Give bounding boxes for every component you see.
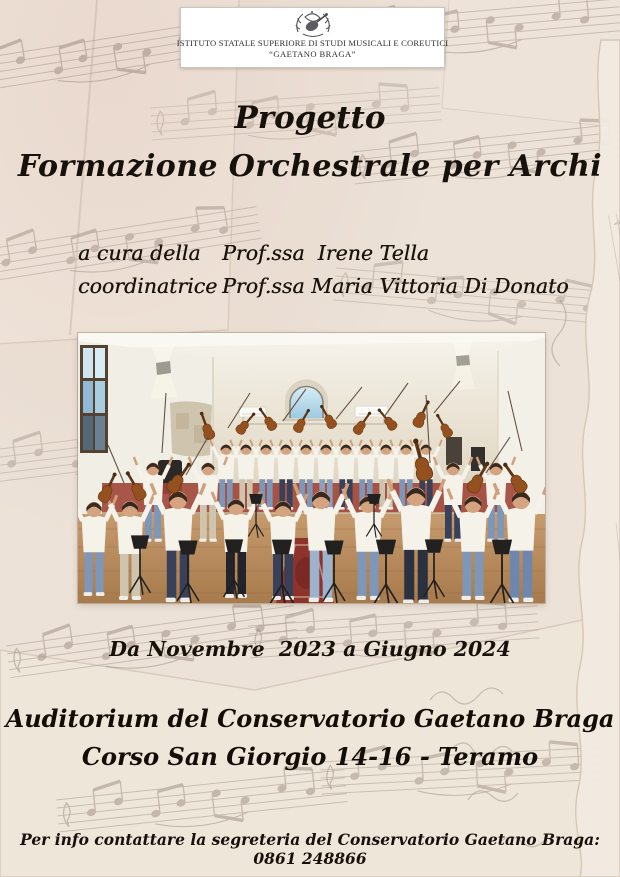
- credits-block: [78, 237, 569, 303]
- period-text: Da Novembre 2023 a Giugno 2024: [109, 637, 511, 661]
- credit-row: [78, 270, 569, 303]
- credit-value: Prof.ssa Irene Tella: [222, 241, 430, 265]
- credit-label: a cura della: [78, 241, 201, 265]
- title-line2: Formazione Orchestrale per Archi: [17, 148, 603, 184]
- title-line1: Progetto: [234, 100, 386, 136]
- photo-window-left: [80, 345, 108, 453]
- poster-title: [0, 101, 620, 184]
- venue-line2: Corso San Giorgio 14-16 - Teramo: [81, 741, 539, 771]
- photo-door-right: [446, 437, 462, 465]
- venue-block: [0, 705, 620, 772]
- institution-name: ISTITUTO STATALE SUPERIORE DI STUDI MUSICALI E COREUTICI: [176, 38, 449, 48]
- header-card: [176, 7, 449, 68]
- credit-label: coordinatrice: [78, 274, 218, 298]
- credit-row: [78, 237, 569, 270]
- conservatory-emblem-icon: [290, 9, 336, 37]
- credit-value: Prof.ssa Maria Vittoria Di Donato: [222, 274, 569, 298]
- venue-line1: Auditorium del Conservatorio Gaetano Braga: [5, 704, 615, 733]
- footer-info: Per info contattare la segreteria del Conservatorio Gaetano Braga: 0861 248866: [20, 830, 600, 868]
- orchestra-photo: [78, 333, 545, 603]
- institution-subname: “GAETANO BRAGA”: [269, 48, 356, 59]
